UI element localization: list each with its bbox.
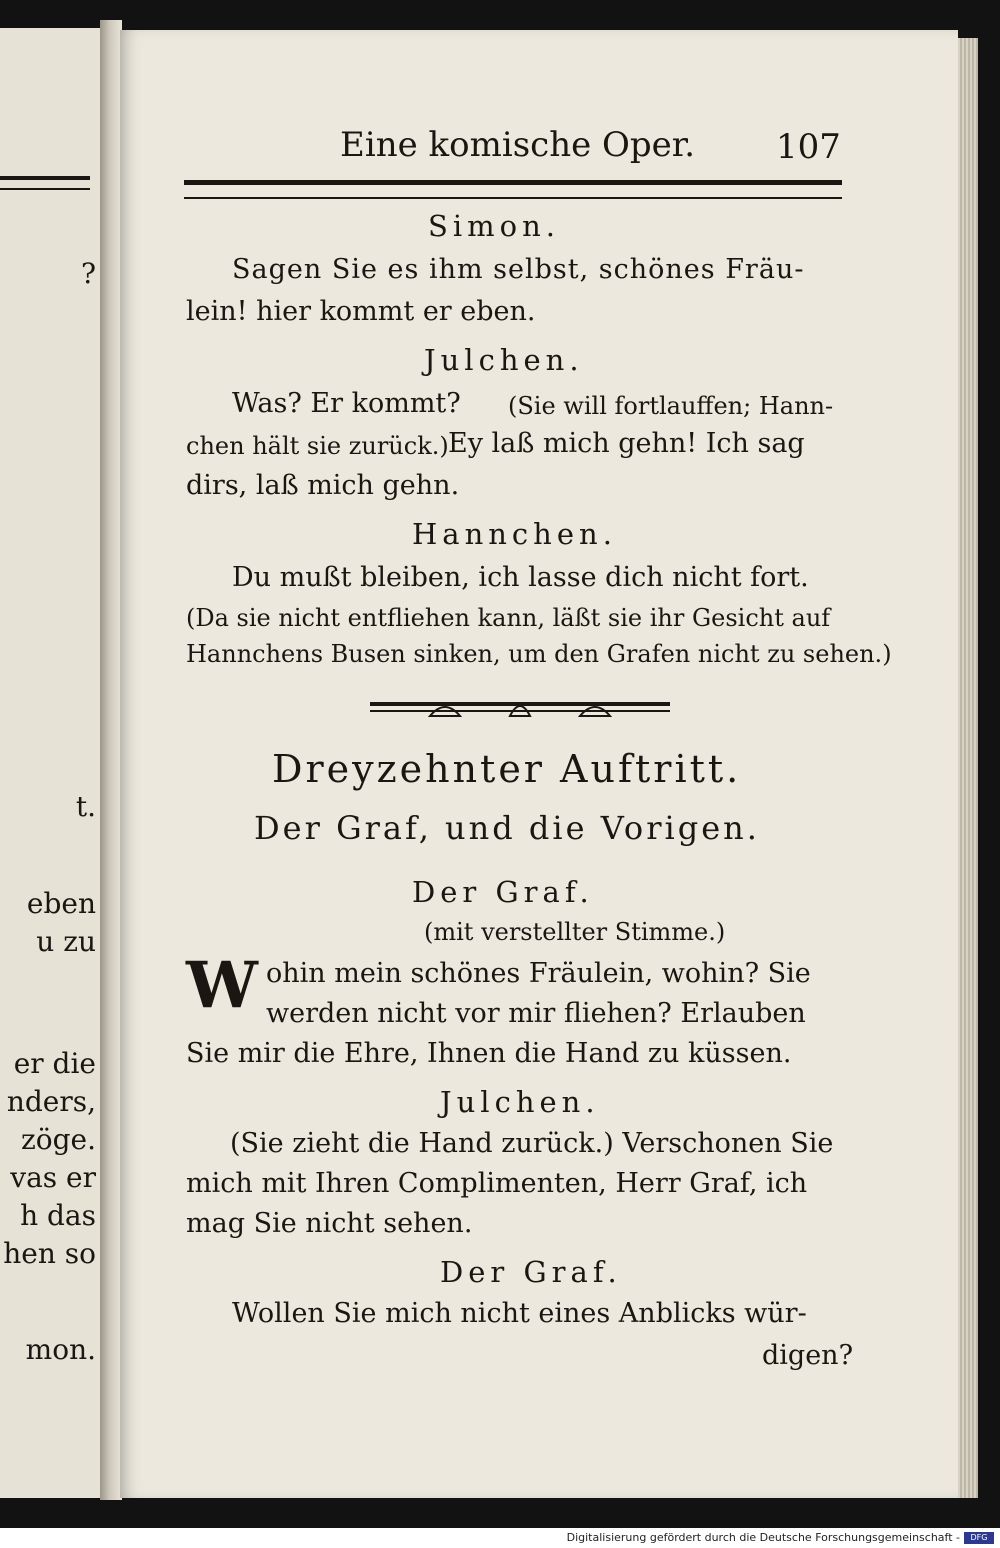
dfg-logo: DFG	[964, 1532, 994, 1544]
speaker-name: Der Graf.	[412, 875, 594, 909]
scene-title: Dreyzehnter Auftritt.	[272, 747, 742, 791]
speaker-name: Julchen.	[440, 1085, 600, 1119]
drop-cap: W	[186, 948, 258, 1023]
stage-direction: chen hält sie zurück.)	[186, 432, 449, 460]
left-fragment-line: eben	[26, 887, 96, 920]
left-page-rule	[0, 176, 90, 190]
left-fragment-line: ?	[80, 257, 96, 290]
left-fragment-line: er die	[13, 1047, 96, 1080]
ornament-divider	[370, 694, 670, 724]
page-number: 107	[776, 127, 841, 167]
dialogue-line: Sie mir die Ehre, Ihnen die Hand zu küssen.	[186, 1038, 792, 1069]
footer-bar	[0, 1528, 1000, 1548]
stage-direction: (mit verstellter Stimme.)	[424, 918, 726, 946]
dialogue-line: mag Sie nicht sehen.	[186, 1208, 473, 1239]
speaker-name: Julchen.	[424, 343, 584, 377]
speaker-name: Simon.	[428, 209, 560, 243]
stage-direction: Hannchens Busen sinken, um den Grafen nicht zu sehen.)	[186, 640, 892, 668]
left-fragment-line: u zu	[36, 925, 96, 958]
scene-subtitle: Der Graf, und die Vorigen.	[254, 809, 760, 847]
stage-direction: (Da sie nicht entfliehen kann, läßt sie ihr Gesicht auf	[186, 604, 831, 632]
dialogue-line: digen?	[762, 1340, 854, 1371]
dialogue-line: Was? Er kommt?	[232, 388, 461, 419]
dialogue-line: Ey laß mich gehn! Ich sag	[448, 428, 805, 459]
dialogue-line: Wollen Sie mich nicht eines Anblicks wür-	[232, 1298, 807, 1329]
speaker-name: Der Graf.	[440, 1255, 622, 1289]
page-edges	[958, 38, 978, 1498]
dialogue-line: Sagen Sie es ihm selbst, schönes Fräu-	[232, 254, 805, 285]
funding-credit: Digitalisierung gefördert durch die Deutsche Forschungsgemeinschaft -	[566, 1531, 960, 1544]
left-fragment-line: hen so	[3, 1237, 96, 1270]
dialogue-line: werden nicht vor mir fliehen? Erlauben	[266, 998, 806, 1029]
left-fragment-line: nders,	[6, 1085, 96, 1118]
left-fragment-line: vas er	[10, 1161, 96, 1194]
stage-direction: (Sie will fortlauffen; Hann-	[508, 392, 834, 420]
dialogue-line: (Sie zieht die Hand zurück.) Verschonen Sie	[230, 1128, 834, 1159]
left-fragment-line: mon.	[25, 1333, 96, 1366]
speaker-name: Hannchen.	[412, 517, 617, 551]
left-fragment-line: zöge.	[20, 1123, 96, 1156]
left-fragment-line: t.	[75, 790, 96, 823]
dialogue-line: Du mußt bleiben, ich lasse dich nicht fort.	[232, 562, 809, 593]
dialogue-line: dirs, laß mich gehn.	[186, 470, 460, 501]
dialogue-line: mich mit Ihren Complimenten, Herr Graf, ich	[186, 1168, 808, 1199]
left-page-fragment	[0, 28, 102, 1498]
left-fragment-line: h das	[20, 1199, 96, 1232]
dialogue-line: ohin mein schönes Fräulein, wohin? Sie	[266, 958, 811, 989]
running-head: Eine komische Oper.	[340, 125, 696, 165]
dialogue-line: lein! hier kommt er eben.	[186, 296, 536, 327]
header-rule	[184, 180, 842, 199]
book-gutter	[100, 20, 122, 1500]
